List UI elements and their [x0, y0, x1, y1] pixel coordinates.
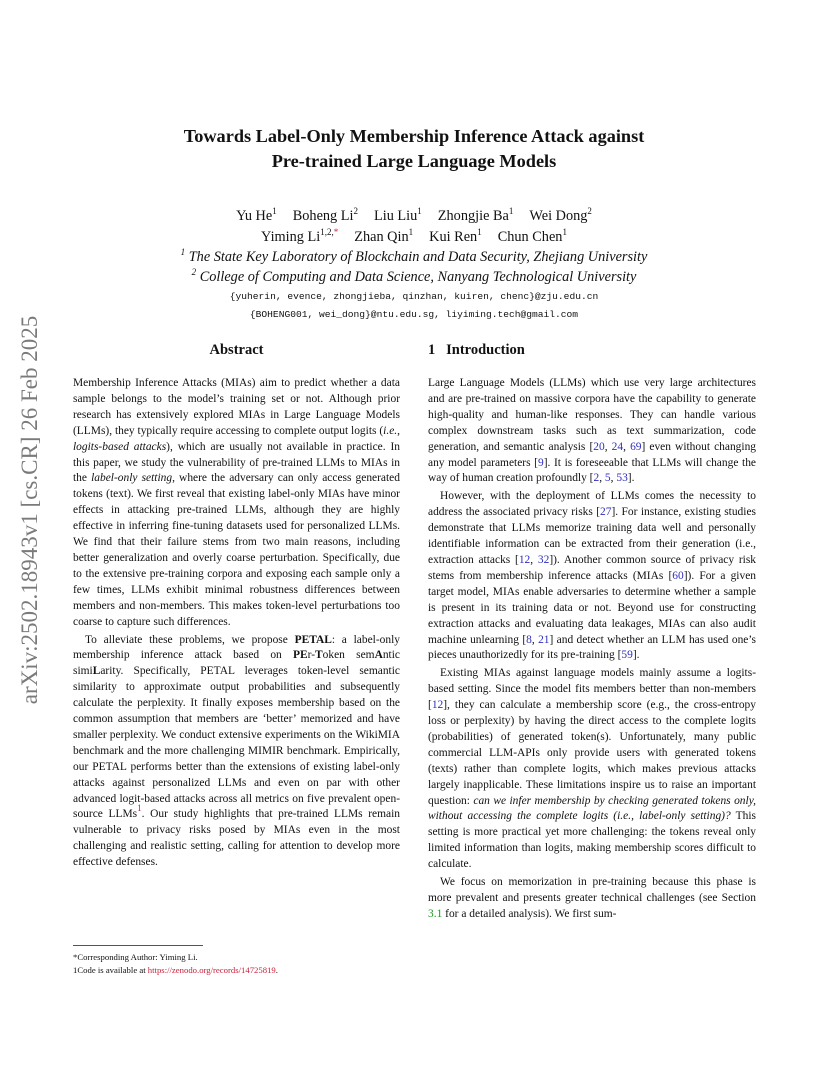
- author-row-1: [90, 206, 738, 227]
- code-link[interactable]: https://zenodo.org/records/14725819: [147, 965, 276, 975]
- arxiv-identifier: arXiv:2502.18943v1 [cs.CR] 26 Feb 2025: [17, 315, 42, 705]
- author-row-2: [90, 227, 738, 248]
- author-name-text: Zhan Qin: [354, 229, 409, 245]
- author-name-text: Yu He: [236, 208, 273, 224]
- intro-paragraph-4: We focus on memorization in pre-training because this phase is more prevalent and presents greater technical challenges (see Section 3.1 for a detailed analysis). We first sum-: [428, 876, 756, 920]
- introduction-heading: 1 Introduction: [428, 342, 525, 358]
- abstract-body: [73, 376, 400, 873]
- arxiv-sidebar: [12, 290, 48, 730]
- affiliation-2-number: 2: [191, 267, 197, 277]
- footnote-2-prefix: 1Code is available at: [73, 965, 148, 975]
- corresponding-author-mark: *: [333, 227, 339, 237]
- author-name-text: Liu Liu: [374, 208, 418, 224]
- author-name-text: Wei Dong: [529, 208, 588, 224]
- author-name: [354, 227, 413, 248]
- author-name-text: Chun Chen: [497, 229, 563, 245]
- author-name: [261, 227, 338, 248]
- affiliation-1-text: The State Key Laboratory of Blockchain and Data Security, Zhejiang University: [188, 249, 648, 265]
- intro-paragraph-2: However, with the deployment of LLMs comes the necessity to address the associated privacy risks [27]. For instance, existing studies demonstrate that LLMs memorize training data well and personally identifiable information can be extracted from their generation (i.e., extraction attacks [12, 32]). Another common source of privacy risk stems from membership inference attacks (MIAs [60]). For a given target model, MIAs enable adversaries to determine whether a sample is present in its training data or not. Beyond use for constructing extraction attacks and evaluating data leakages, MIAs can also audit machine unlearning [8, 21] and detect whether an LLM has used one’s pieces unauthorizedly for its pre-training [59].: [428, 490, 757, 662]
- affiliation-2: [90, 267, 738, 287]
- footnote-2-suffix: .: [275, 965, 278, 975]
- title-line-2: Pre-trained Large Language Models: [271, 151, 557, 171]
- paper-title: [90, 124, 738, 174]
- author-name-text: Zhongjie Ba: [437, 208, 509, 224]
- author-name: [438, 206, 514, 227]
- abstract-heading: Abstract: [209, 342, 264, 358]
- affiliation-2-text: College of Computing and Data Science, Nanyang Technological University: [199, 269, 637, 285]
- footnote-2: [73, 964, 278, 976]
- author-name: [498, 227, 567, 248]
- author-name-text: Yiming Li: [261, 229, 321, 245]
- author-affiliation-mark: 1: [477, 227, 482, 237]
- author-affiliation-mark: 1: [272, 206, 277, 216]
- abstract-paragraph-1: Membership Inference Attacks (MIAs) aim to predict whether a data sample belongs to the model’s training set or not. Although prior research has extensively explored MIAs in Large Language Models (LLMs), they typically require accessing to complete output logits (i.e., logits-based attacks), which are usually not available in practice. In this paper, we study the vulnerability of pre-trained LLMs to MIAs in the label-only setting, where the adversary can only access generated tokens (text). We first reveal that existing label-only MIAs have minor effects in attacking pre-trained LLMs, although they are highly effective in inferring fine-tuning datasets used for personalized LLMs. We find that their failure stems from two main reasons, including better generalization and overly coarse perturbation. Specifically, due to the extensive pre-training corpora and exposing each sample only a few times, LLMs exhibit minimal robustness differences between members and non-members. This makes token-level perturbations too coarse to capture such differences.: [73, 377, 400, 628]
- author-affiliation-mark: 1: [408, 227, 414, 237]
- affiliation-1: [90, 247, 738, 267]
- author-affiliation-mark: 2: [353, 206, 358, 216]
- title-line-1: Towards Label-Only Membership Inference Attack against: [183, 126, 645, 146]
- author-name: [374, 206, 422, 227]
- author-name: [293, 206, 358, 227]
- author-name: [529, 206, 592, 227]
- author-affiliation-mark: 2: [587, 206, 592, 216]
- introduction-body: [428, 376, 756, 925]
- author-list: [90, 206, 738, 248]
- intro-paragraph-3: Existing MIAs against language models mainly assume a logits-based setting. Since the model fits members better than non-members [12], they can calculate a membership score (e.g., the cross-entropy loss or perplexity) by having the direct access to the complete logits (probabilities) of generated token(s). Unfortunately, many public commercial LLM-APIs only provide users with generated tokens (texts) rather than complete logits, which makes previous attacks largely inapplicable. These limitations inspire us to raise an important question: can we infer membership by checking generated tokens only, without accessing the complete logits (i.e., label-only setting)? This setting is more practical yet more challenging: the tokens reveal only limited information than logits, making membership scores difficult to calculate.: [428, 667, 756, 871]
- footnote-rule: [73, 945, 203, 946]
- intro-paragraph-1: Large Language Models (LLMs) which use very large architectures and are pre-trained on massive corpora have the capability to generate high-quality and human-like responses. They can handle various complex downstream tasks such as text summarization, code generation, and semantic analysis [20, 24, 69] even without changing any model parameters [9]. It is foreseeable that LLMs will change the way of human creation profoundly [2, 5, 53].: [428, 377, 757, 485]
- author-affiliation-mark: 1: [508, 206, 514, 216]
- author-affiliation-mark: 1,2,*: [320, 227, 339, 237]
- author-name: [236, 206, 277, 227]
- author-name: [429, 227, 482, 248]
- footnote-1: *Corresponding Author: Yiming Li.: [73, 952, 198, 962]
- author-name-text: Boheng Li: [292, 208, 354, 224]
- abstract-paragraph-2: To alleviate these problems, we propose PETAL: a label-only membership inference attack based on PEr-Token semAntic simiLarity. Specifically, PETAL leverages token-level semantic similarity to approximate output probabilities and subsequently calculate the perplexity. It finally exposes membership based on the common assumption that members are ‘better’ memorized and have smaller perplexity. We conduct extensive experiments on the WikiMIA benchmark and the more challenging MIMIR benchmark. Empirically, our PETAL performs better than the extensions of existing label-only attacks against personalized LLMs and even on par with other advanced logit-based attacks across all metrics on five prevalent open-source LLMs$^1$. Our study highlights that pre-trained LLMs remain vulnerable to privacy risks posed by MIAs even in the most challenging and realistic setting, calling for attention to develop more effective defenses.: [73, 633, 401, 869]
- author-affiliation-mark: 1: [562, 227, 567, 237]
- email-line-2: {BOHENG001, wei_dong}@ntu.edu.sg, liyiming.tech@gmail.com: [249, 309, 579, 320]
- author-affiliation-mark: 1: [417, 206, 422, 216]
- email-line-1: {yuherin, evence, zhongjieba, qinzhan, kuiren, chenc}@zju.edu.cn: [229, 291, 599, 302]
- affiliation-1-number: 1: [180, 247, 186, 257]
- author-name-text: Kui Ren: [429, 229, 478, 245]
